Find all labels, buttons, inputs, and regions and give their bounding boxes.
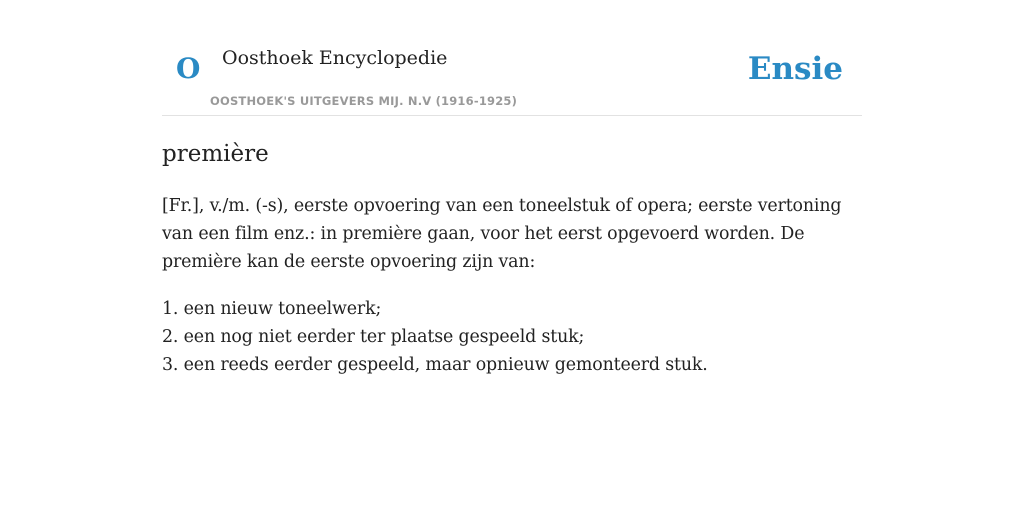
sense-list <box>162 295 708 379</box>
entry-title: première <box>162 141 269 167</box>
oosthoek-logo-icon[interactable]: O <box>176 52 201 85</box>
list-item: 2. een nog niet eerder ter plaatse gespeeld stuk; <box>162 327 585 347</box>
site-header <box>162 0 862 116</box>
entry-definition: [Fr.], v./m. (-s), eerste opvoering van een toneelstuk of opera; eerste vertoning van een film enz.: in première gaan, voor het eerst opgevoerd worden. De première kan de eerste opvoering zijn van: <box>162 196 842 272</box>
site-subtitle: OOSTHOEK'S UITGEVERS MIJ. N.V (1916-1925) <box>210 94 518 108</box>
page <box>162 0 862 375</box>
list-item: 1. een nieuw toneelwerk; <box>162 299 382 319</box>
site-title[interactable]: Oosthoek Encyclopedie <box>222 47 448 69</box>
ensie-brand-link[interactable]: Ensie <box>747 51 843 87</box>
list-item: 3. een reeds eerder gespeeld, maar opnieuw gemonteerd stuk. <box>162 355 708 375</box>
